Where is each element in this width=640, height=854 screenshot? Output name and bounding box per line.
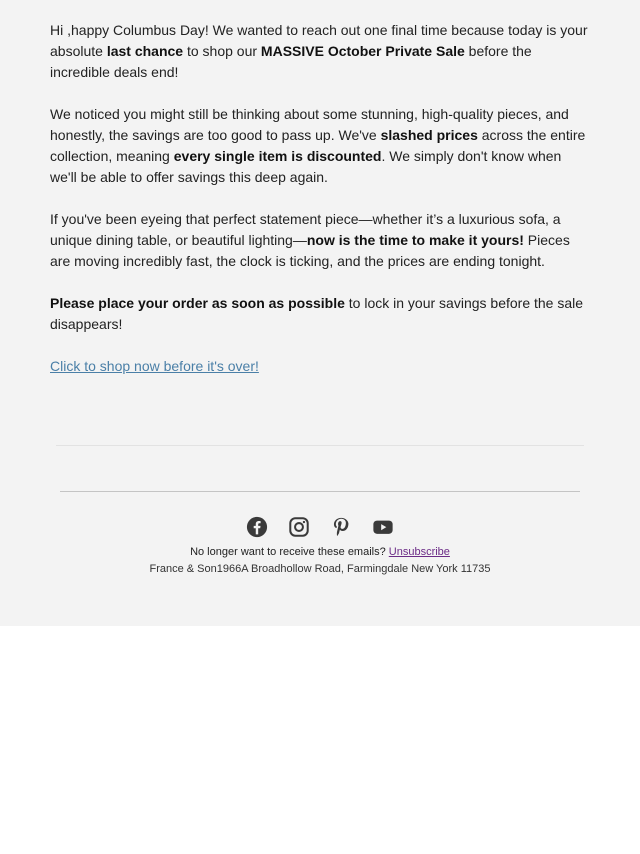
text: before the incredible deals end! [50, 43, 532, 80]
email-content [50, 20, 590, 398]
shop-now-link[interactable]: Click to shop now before it's over! [50, 358, 259, 374]
emphasis-slashed-prices: slashed prices [380, 127, 478, 143]
unsubscribe-link[interactable]: Unsubscribe [388, 546, 450, 558]
text: We noticed you might still be thinking about some stunning, high-quality pieces, and honestly, the savings are too good to pass up. We've [50, 106, 569, 143]
order-now-paragraph [50, 293, 590, 335]
pinterest-icon[interactable] [330, 516, 352, 538]
emphasis-place-order: Please place your order as soon as possible [50, 295, 345, 311]
text: Pieces are moving incredibly fast, the clock is ticking, and the prices are ending tonight. [50, 232, 570, 269]
text: . We simply don't know when we'll be able to offer savings this deep again. [50, 148, 562, 185]
text: Hi ,happy Columbus Day! We wanted to reach out one final time because today is your absolute [50, 22, 588, 59]
statement-piece-paragraph [50, 209, 590, 272]
company-address: France & Son1966A Broadhollow Road, Farmingdale New York 11735 [149, 563, 491, 575]
footer-divider [60, 491, 580, 492]
text: across the entire collection, meaning [50, 127, 586, 164]
facebook-icon[interactable] [246, 516, 268, 538]
text: to shop our [183, 43, 261, 59]
divider [56, 445, 584, 446]
instagram-icon[interactable] [288, 516, 310, 538]
unsubscribe-prompt: No longer want to receive these emails? [190, 546, 389, 558]
greeting-paragraph [50, 20, 590, 83]
emphasis-sale-name: MASSIVE October Private Sale [260, 43, 465, 59]
social-links [0, 516, 640, 538]
cta-paragraph [50, 356, 590, 377]
emphasis-last-chance: last chance [106, 43, 184, 59]
savings-paragraph [50, 104, 590, 188]
emphasis-make-it-yours: now is the time to make it yours! [306, 232, 524, 248]
text: If you've been eyeing that perfect statement piece—whether it’s a luxurious sofa, a unique dining table, or beautiful lighting— [50, 211, 561, 248]
text: to lock in your savings before the sale disappears! [50, 295, 584, 332]
emphasis-every-item: every single item is discounted [173, 148, 382, 164]
youtube-icon[interactable] [372, 516, 394, 538]
unsubscribe-line [0, 546, 640, 558]
